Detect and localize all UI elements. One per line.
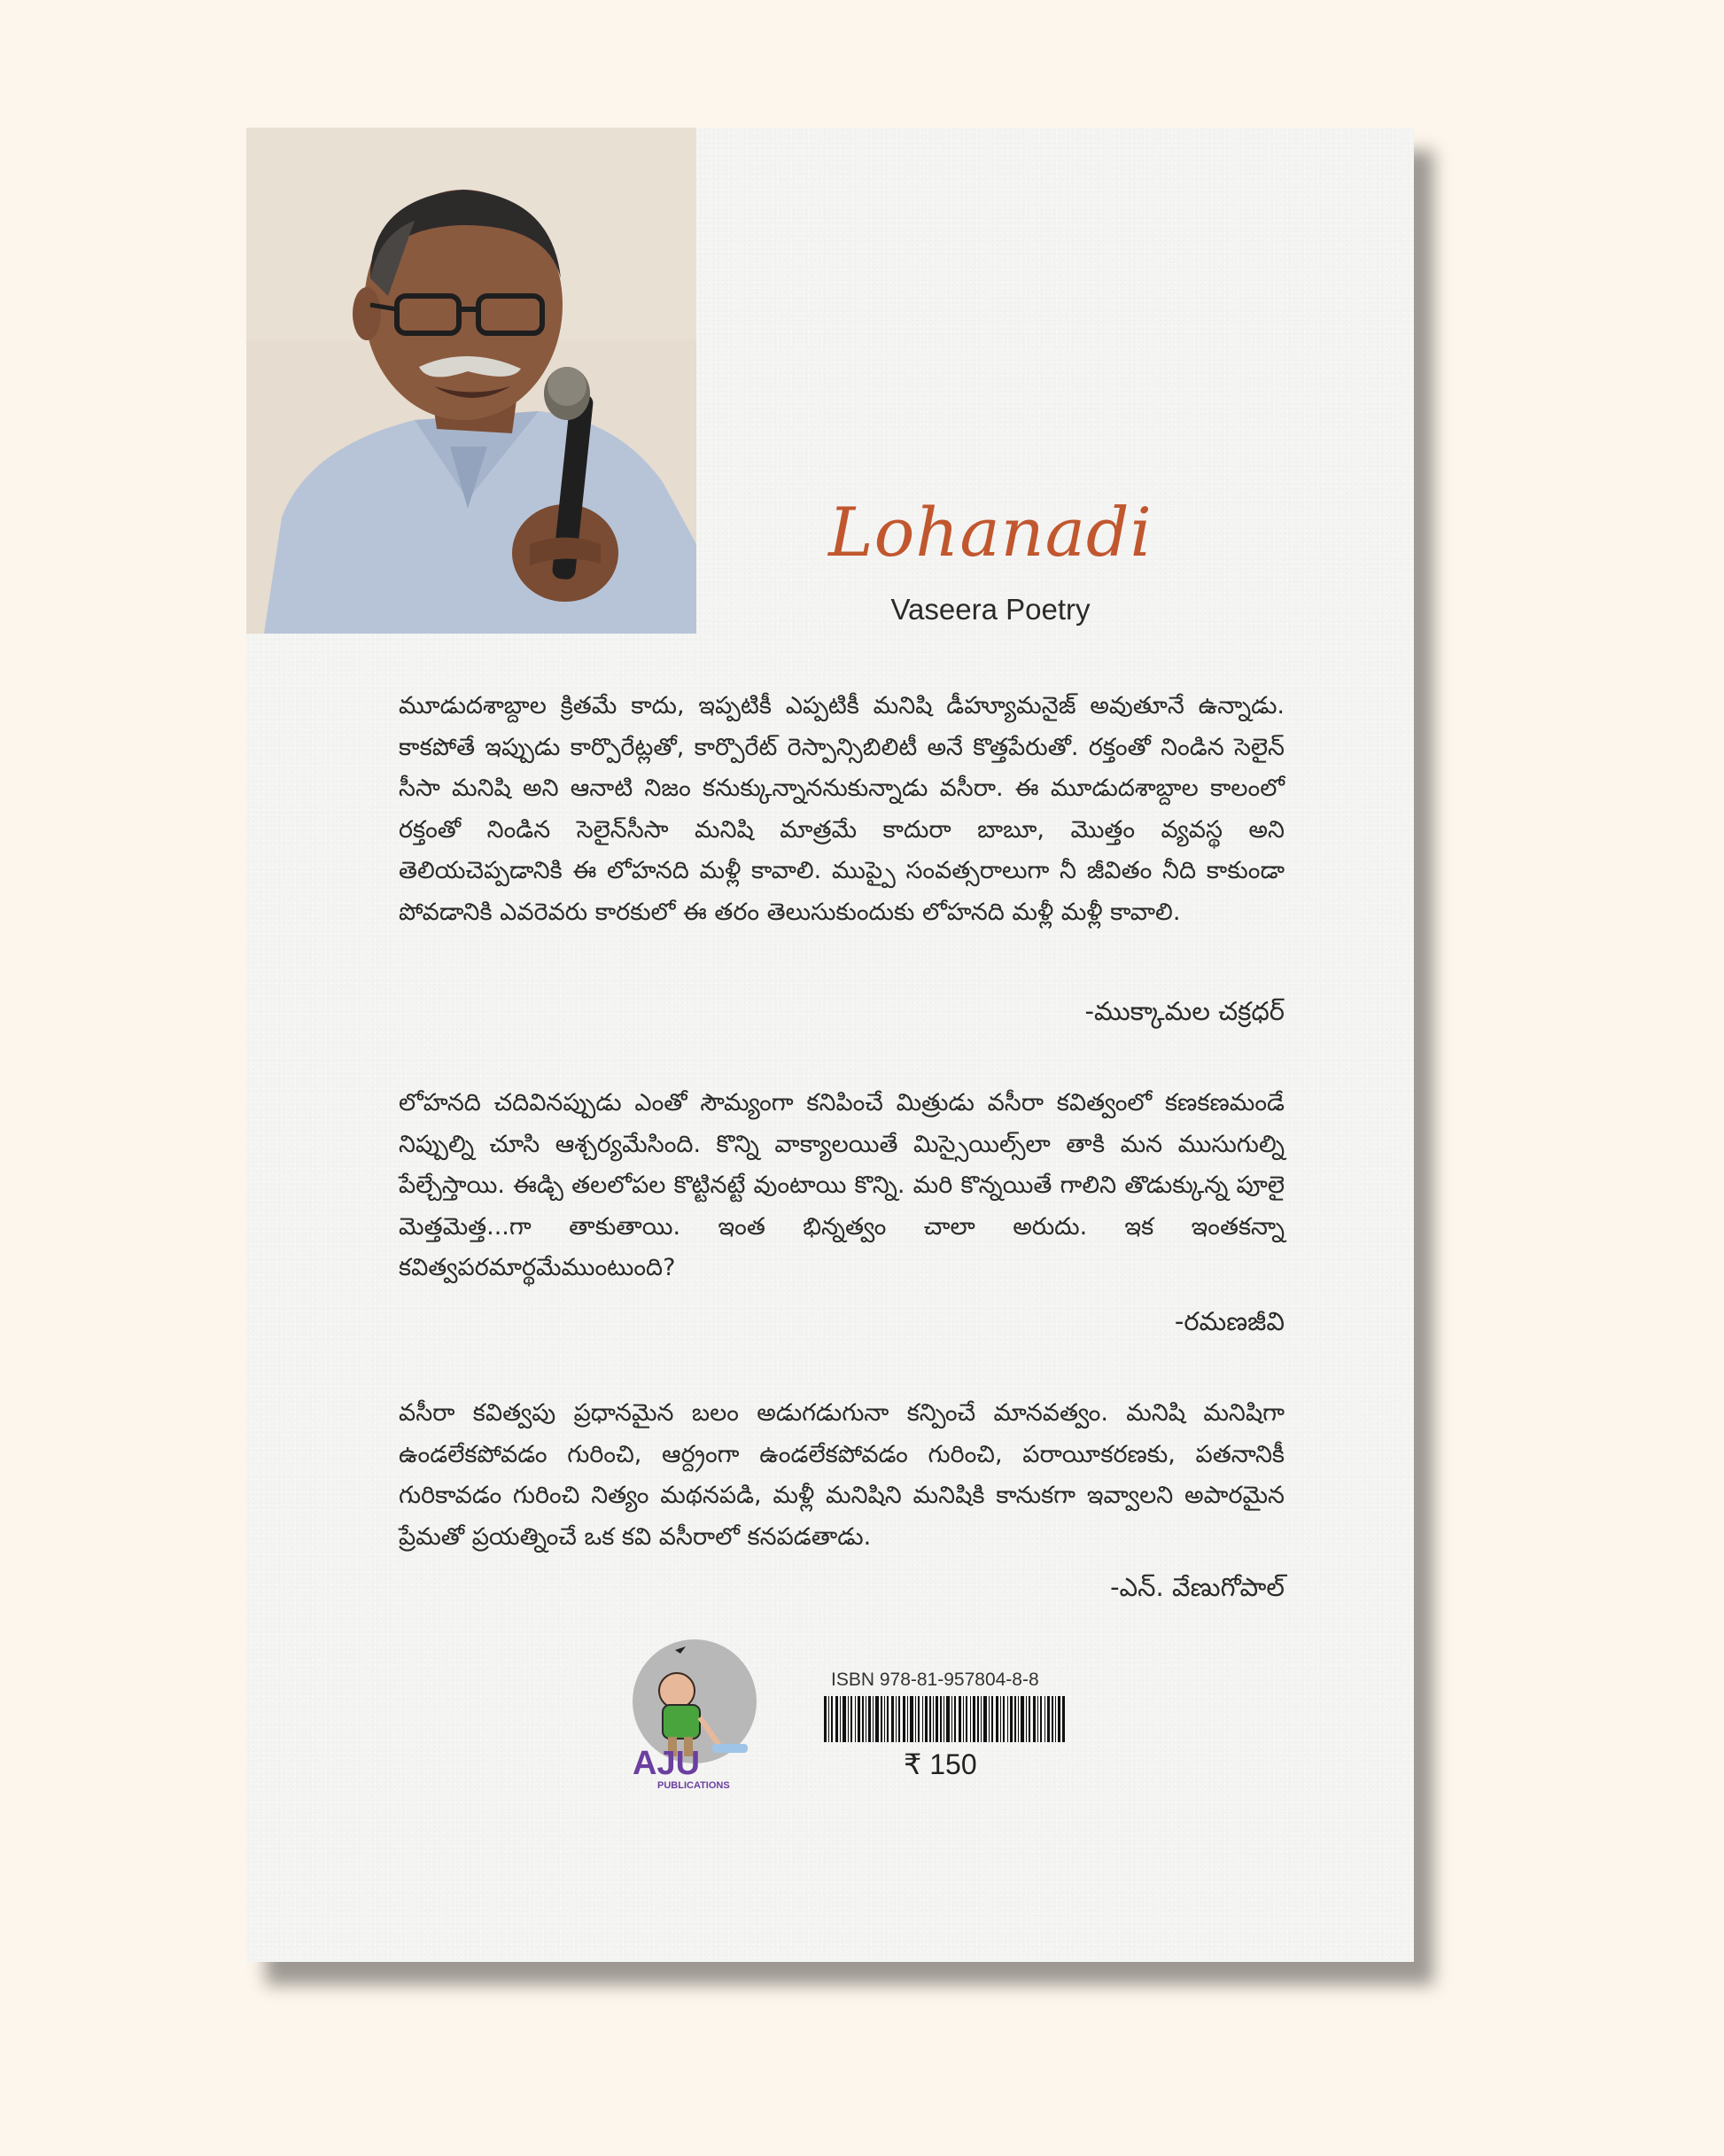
- author-photo: [246, 128, 696, 634]
- book-title: Lohanadi: [828, 493, 1153, 572]
- publisher-logo: [615, 1639, 770, 1794]
- publisher-logo-subtext: PUBLICATIONS: [657, 1780, 730, 1791]
- book-price: ₹ 150: [904, 1748, 977, 1780]
- blurb-3-author: -ఎన్. వేణుగోపాల్: [1110, 1572, 1285, 1602]
- blurb-2-author: -రమణజీవి: [1174, 1306, 1285, 1336]
- publisher-logo-text: AJU: [633, 1745, 701, 1782]
- blurb-3-text: వసీరా కవిత్వపు ప్రధానమైన బలం అడుగడుగునా కన్పించే మానవత్వం. మనిషి మనిషిగా ఉండలేకపోవడం గురించి, ఆర్ద్రంగా ఉండలేకపోవడం గురించి, పరాయీకరణకు, పతనానికీ గురికావడం గురించి నిత్యం మథనపడి, మళ్లీ మనిషిని మనిషికి కానుకగా ఇవ్వాలని అపారమైన ప్రేమతో ప్రయత్నించే ఒక కవి వసీరాలో కనపడతాడు.: [399, 1399, 1285, 1551]
- isbn-barcode: [824, 1696, 1065, 1742]
- blurb-1-text: మూడుదశాబ్దాల క్రితమే కాదు, ఇప్పటికీ ఎప్పటికీ మనిషి డీహ్యూమనైజ్ అవుతూనే ఉన్నాడు. కాకపోతే ఇప్పుడు కార్పొరేట్లతో, కార్పొరేట్ రెస్పాన్సిబిలిటీ అనే కొత్తపేరుతో. రక్తంతో నిండిన సెలైన్ సీసా మనిషి అని ఆనాటి నిజం కనుక్కున్నాననుకున్నాడు వసీరా. ఈ మూడుదశాబ్దాల కాలంలో రక్తంతో నిండిన సెలైన్‌సీసా మనిషి మాత్రమే కాదురా బాబూ, మొత్తం వ్యవస్థ అని తెలియచెప్పడానికి ఈ లోహనది మళ్లీ కావాలి. ముప్పై సంవత్సరాలుగా నీ జీవితం నీది కాకుండా పోవడానికి ఎవరెవరు కారకులో ఈ తరం తెలుసుకుందుకు లోహనది మళ్లీ మళ్లీ కావాలి.: [399, 692, 1285, 926]
- blurb-1-author: -ముక్కామల చక్రధర్: [1084, 996, 1285, 1026]
- blurb-2-text: లోహనది చదివినప్పుడు ఎంతో సౌమ్యంగా కనిపించే మిత్రుడు వసీరా కవిత్వంలో కణకణమండే నిప్పుల్ని చూసి ఆశ్చర్యమేసింది. కొన్ని వాక్యాలయితే మిస్సైయిల్స్‌లా తాకి మన ముసుగుల్ని పేల్చేస్తాయి. ఈడ్చి తలలోపల కొట్టినట్టే వుంటాయి కొన్ని. మరి కొన్నయితే గాలిని తొడుక్కున్న పూలై మెత్తమెత్త...గా తాకుతాయి. ఇంత భిన్నత్వం చాలా అరుదు. ఇక ఇంతకన్నా కవిత్వపరమార్థమేముంటుంది?: [399, 1089, 1285, 1281]
- isbn-number: ISBN 978-81-957804-8-8: [831, 1670, 1039, 1690]
- book-subtitle: Vaseera Poetry: [890, 593, 1091, 626]
- book-back-cover: [246, 128, 1414, 1962]
